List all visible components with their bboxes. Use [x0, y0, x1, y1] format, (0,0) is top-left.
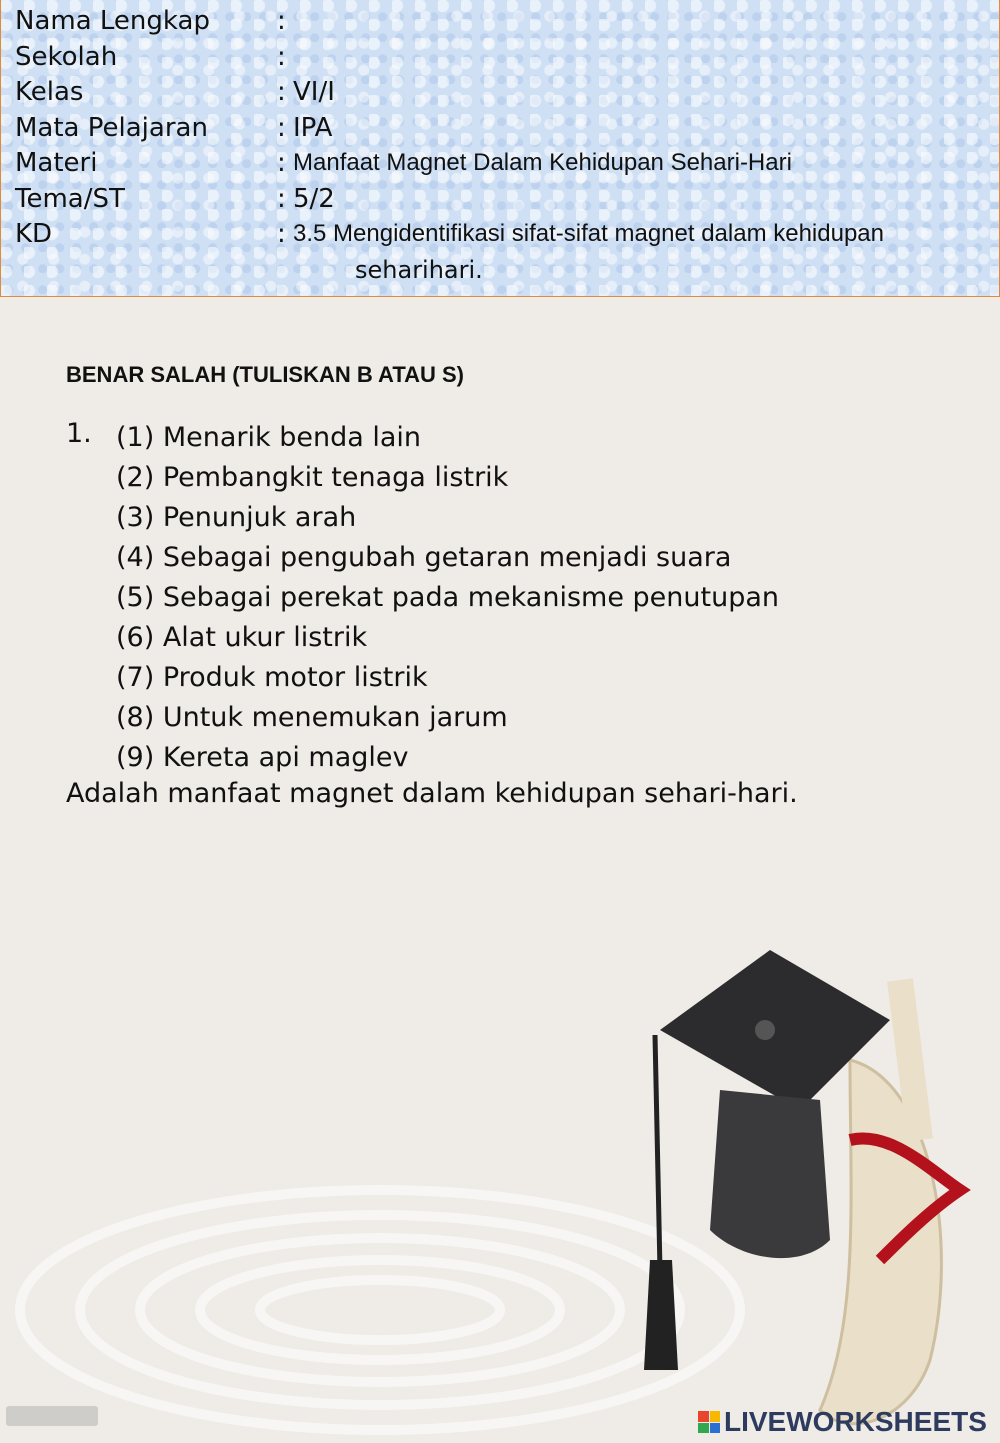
info-colon: : [277, 6, 286, 36]
info-colon: : [277, 184, 286, 214]
info-value-kd: 3.5 Mengidentifikasi sifat-sifat magnet dalam kehidupan [293, 220, 884, 247]
statement-item: (9) Kereta api maglev [116, 742, 409, 773]
statement-item: (5) Sebagai perekat pada mekanisme penutupan [116, 582, 779, 613]
statement-item: (2) Pembangkit tenaga listrik [116, 462, 509, 493]
info-label: Mata Pelajaran [15, 113, 208, 143]
brand-name: LIVEWORKSHEETS [724, 1406, 987, 1437]
student-info-box [0, 0, 1000, 297]
info-colon: : [277, 113, 286, 143]
statement-item: (4) Sebagai pengubah getaran menjadi suara [116, 542, 732, 573]
info-label: KD [15, 219, 53, 249]
closing-sentence: Adalah manfaat magnet dalam kehidupan sehari-hari. [66, 778, 798, 809]
info-colon: : [277, 77, 286, 107]
statement-list [116, 418, 779, 778]
info-value-kd-line2: seharihari. [355, 256, 483, 284]
info-colon: : [277, 148, 286, 178]
liveworksheets-logo-icon [698, 1411, 720, 1433]
faded-watermark [6, 1406, 98, 1426]
statement-item: (1) Menarik benda lain [116, 422, 422, 453]
statement-item: (6) Alat ukur listrik [116, 622, 368, 653]
info-label: Nama Lengkap [15, 6, 210, 36]
info-value-tema: 5/2 [293, 184, 335, 214]
info-colon: : [277, 219, 286, 249]
statement-item: (3) Penunjuk arah [116, 502, 357, 533]
info-label: Sekolah [15, 42, 118, 72]
info-value-materi: Manfaat Magnet Dalam Kehidupan Sehari-Hari [293, 149, 792, 176]
info-label: Materi [15, 148, 98, 178]
section-title: BENAR SALAH (TULISKAN B ATAU S) [66, 362, 465, 387]
graduation-cap-diploma-image [600, 940, 1000, 1443]
statement-item: (8) Untuk menemukan jarum [116, 702, 508, 733]
question-number: 1. [66, 418, 92, 449]
liveworksheets-brand[interactable] [698, 1406, 987, 1438]
statement-item: (7) Produk motor listrik [116, 662, 428, 693]
info-value-kelas: VI/I [293, 77, 335, 107]
info-label: Kelas [15, 77, 84, 107]
info-colon: : [277, 42, 286, 72]
info-label: Tema/ST [15, 184, 125, 214]
info-value-mapel: IPA [293, 113, 333, 143]
